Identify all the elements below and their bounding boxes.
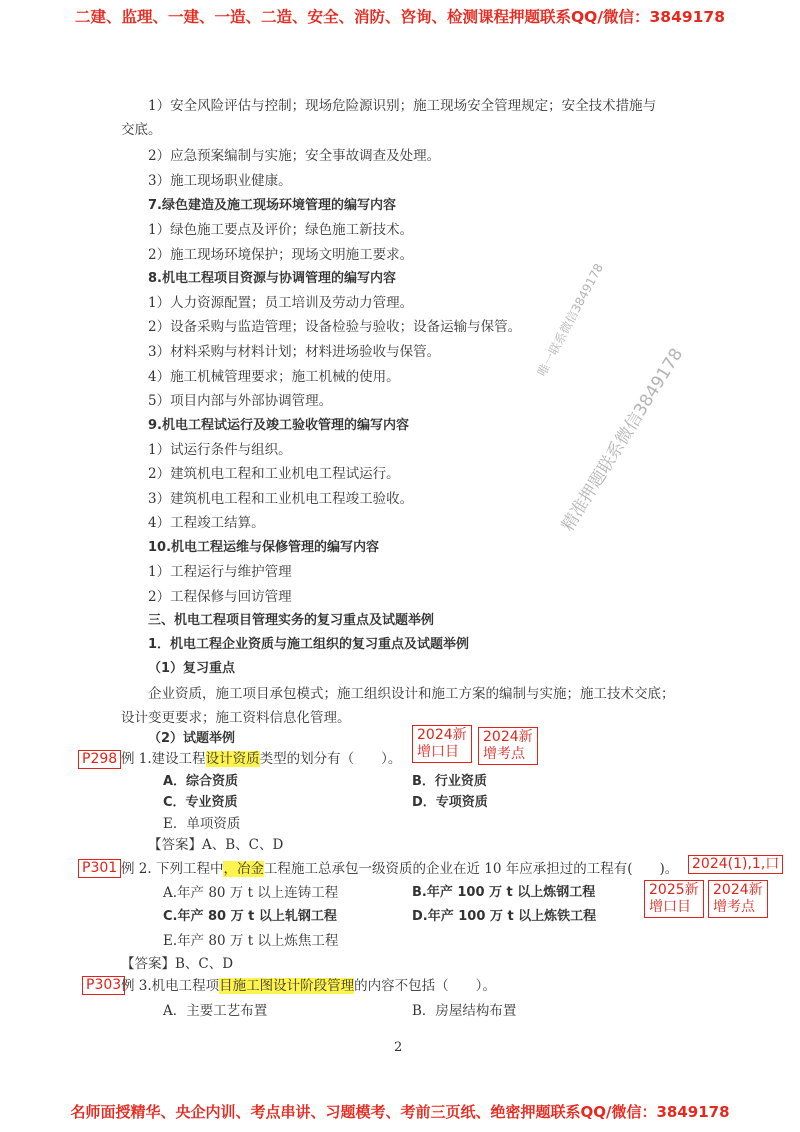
option: B．房屋结构布置: [412, 1003, 517, 1019]
question-text: 类型的划分有（ ）。: [259, 751, 402, 767]
page-number: 2: [394, 1040, 403, 1055]
exam-year-tag: 2024(1),1,口: [688, 855, 783, 874]
tag-line: 2024新: [713, 882, 763, 898]
option: C．专业资质: [163, 795, 238, 810]
option: A．综合资质: [163, 774, 239, 789]
line: 1）人力资源配置；员工培训及劳动力管理。: [148, 295, 414, 311]
section-heading: （2）试题举例: [148, 731, 236, 746]
line: 设计变更要求；施工资料信息化管理。: [121, 710, 351, 726]
section-heading: 10.机电工程运维与保修管理的编写内容: [148, 540, 380, 555]
line: 1）工程运行与维护管理: [148, 564, 292, 580]
question-text: 例 1.建设工程: [121, 751, 206, 767]
line: 1）试运行条件与组织。: [148, 442, 292, 458]
question-text: 例 2. 下列工程中: [121, 861, 224, 877]
answer: 【答案】B、C、D: [121, 956, 234, 972]
tag-line: 2025新: [649, 882, 699, 898]
option: C.年产 80 万 t 以上轧钢工程: [163, 909, 337, 924]
highlight: ，冶金: [223, 861, 264, 877]
watermark: 唯一联系微信3849178: [534, 261, 607, 379]
question-2: [121, 860, 678, 878]
new-item-tag: [644, 880, 704, 918]
line: 2）施工现场环境保护；现场文明施工要求。: [148, 247, 414, 263]
watermark: 精准押题联系微信3849178: [558, 344, 688, 535]
question-text: 例 3.机电工程项: [121, 978, 220, 994]
page-ref-tag: P303: [82, 976, 125, 995]
option: D.年产 100 万 t 以上炼铁工程: [412, 909, 597, 924]
section-heading: 8.机电工程项目资源与协调管理的编写内容: [148, 271, 396, 286]
answer: 【答案】A、B、C、D: [148, 837, 284, 853]
new-item-tag: [412, 725, 472, 763]
line: 5）项目内部与外部协调管理。: [148, 393, 333, 409]
option: E．单项资质: [163, 816, 241, 832]
page-ref-tag: P298: [78, 750, 121, 769]
question-text: 的内容不包括（ ）。: [354, 978, 496, 994]
option: A．主要工艺布置: [163, 1003, 268, 1019]
tag-line: 增考点: [713, 899, 755, 915]
section-heading: （1）复习重点: [148, 661, 236, 676]
tag-line: 2024新: [483, 729, 533, 745]
line: 2）建筑机电工程和工业机电工程试运行。: [148, 466, 400, 482]
line: 3）施工现场职业健康。: [148, 173, 292, 189]
line: 2）工程保修与回访管理: [148, 589, 292, 605]
option: E.年产 80 万 t 以上炼焦工程: [163, 933, 339, 949]
option: B．行业资质: [412, 774, 487, 789]
line: 1）安全风险评估与控制；现场危险源识别；施工现场安全管理规定；安全技术措施与: [148, 98, 657, 114]
line: 企业资质，施工项目承包模式；施工组织设计和施工方案的编制与实施；施工技术交底；: [148, 686, 675, 702]
option: B.年产 100 万 t 以上炼钢工程: [412, 885, 596, 900]
section-heading: 1．机电工程企业资质与施工组织的复习重点及试题举例: [148, 637, 470, 652]
section-heading: 7.绿色建造及施工现场环境管理的编写内容: [148, 198, 396, 213]
section-heading: 三、机电工程项目管理实务的复习重点及试题举例: [148, 613, 435, 628]
section-heading: 9.机电工程试运行及竣工验收管理的编写内容: [148, 418, 409, 433]
line: 3）材料采购与材料计划；材料进场验收与保管。: [148, 344, 441, 360]
line: 2）应急预案编制与实施；安全事故调查及处理。: [148, 148, 441, 164]
question-1: [121, 750, 401, 768]
tag-line: 增口目: [417, 744, 459, 760]
line: 3）建筑机电工程和工业机电工程竣工验收。: [148, 491, 414, 507]
page-ref-tag: P301: [78, 859, 121, 878]
new-point-tag: [708, 880, 768, 918]
tag-line: 增考点: [483, 746, 525, 762]
option: A.年产 80 万 t 以上连铸工程: [163, 885, 339, 901]
line: 交底。: [121, 122, 162, 138]
line: 1）绿色施工要点及评价；绿色施工新技术。: [148, 222, 414, 238]
top-banner: 二建、监理、一建、一造、二造、安全、消防、咨询、检测课程押题联系QQ/微信：3849178: [74, 8, 725, 26]
highlight: 设计资质: [205, 751, 260, 767]
line: 4）施工机械管理要求；施工机械的使用。: [148, 369, 400, 385]
bottom-banner: 名师面授精华、央企内训、考点串讲、习题模考、考前三页纸、绝密押题联系QQ/微信：3849178: [70, 1103, 730, 1121]
line: 2）设备采购与监造管理；设备检验与验收；设备运输与保管。: [148, 319, 522, 335]
highlight: 目施工图设计阶段管理: [219, 978, 355, 994]
question-3: [121, 977, 496, 995]
tag-line: 2024新: [417, 727, 467, 743]
line: 4）工程竣工结算。: [148, 515, 265, 531]
tag-line: 增口目: [649, 899, 691, 915]
new-point-tag: [478, 727, 538, 765]
option: D．专项资质: [412, 795, 488, 810]
question-text: 工程施工总承包一级资质的企业在近 10 年应承担过的工程有( )。: [263, 861, 679, 877]
